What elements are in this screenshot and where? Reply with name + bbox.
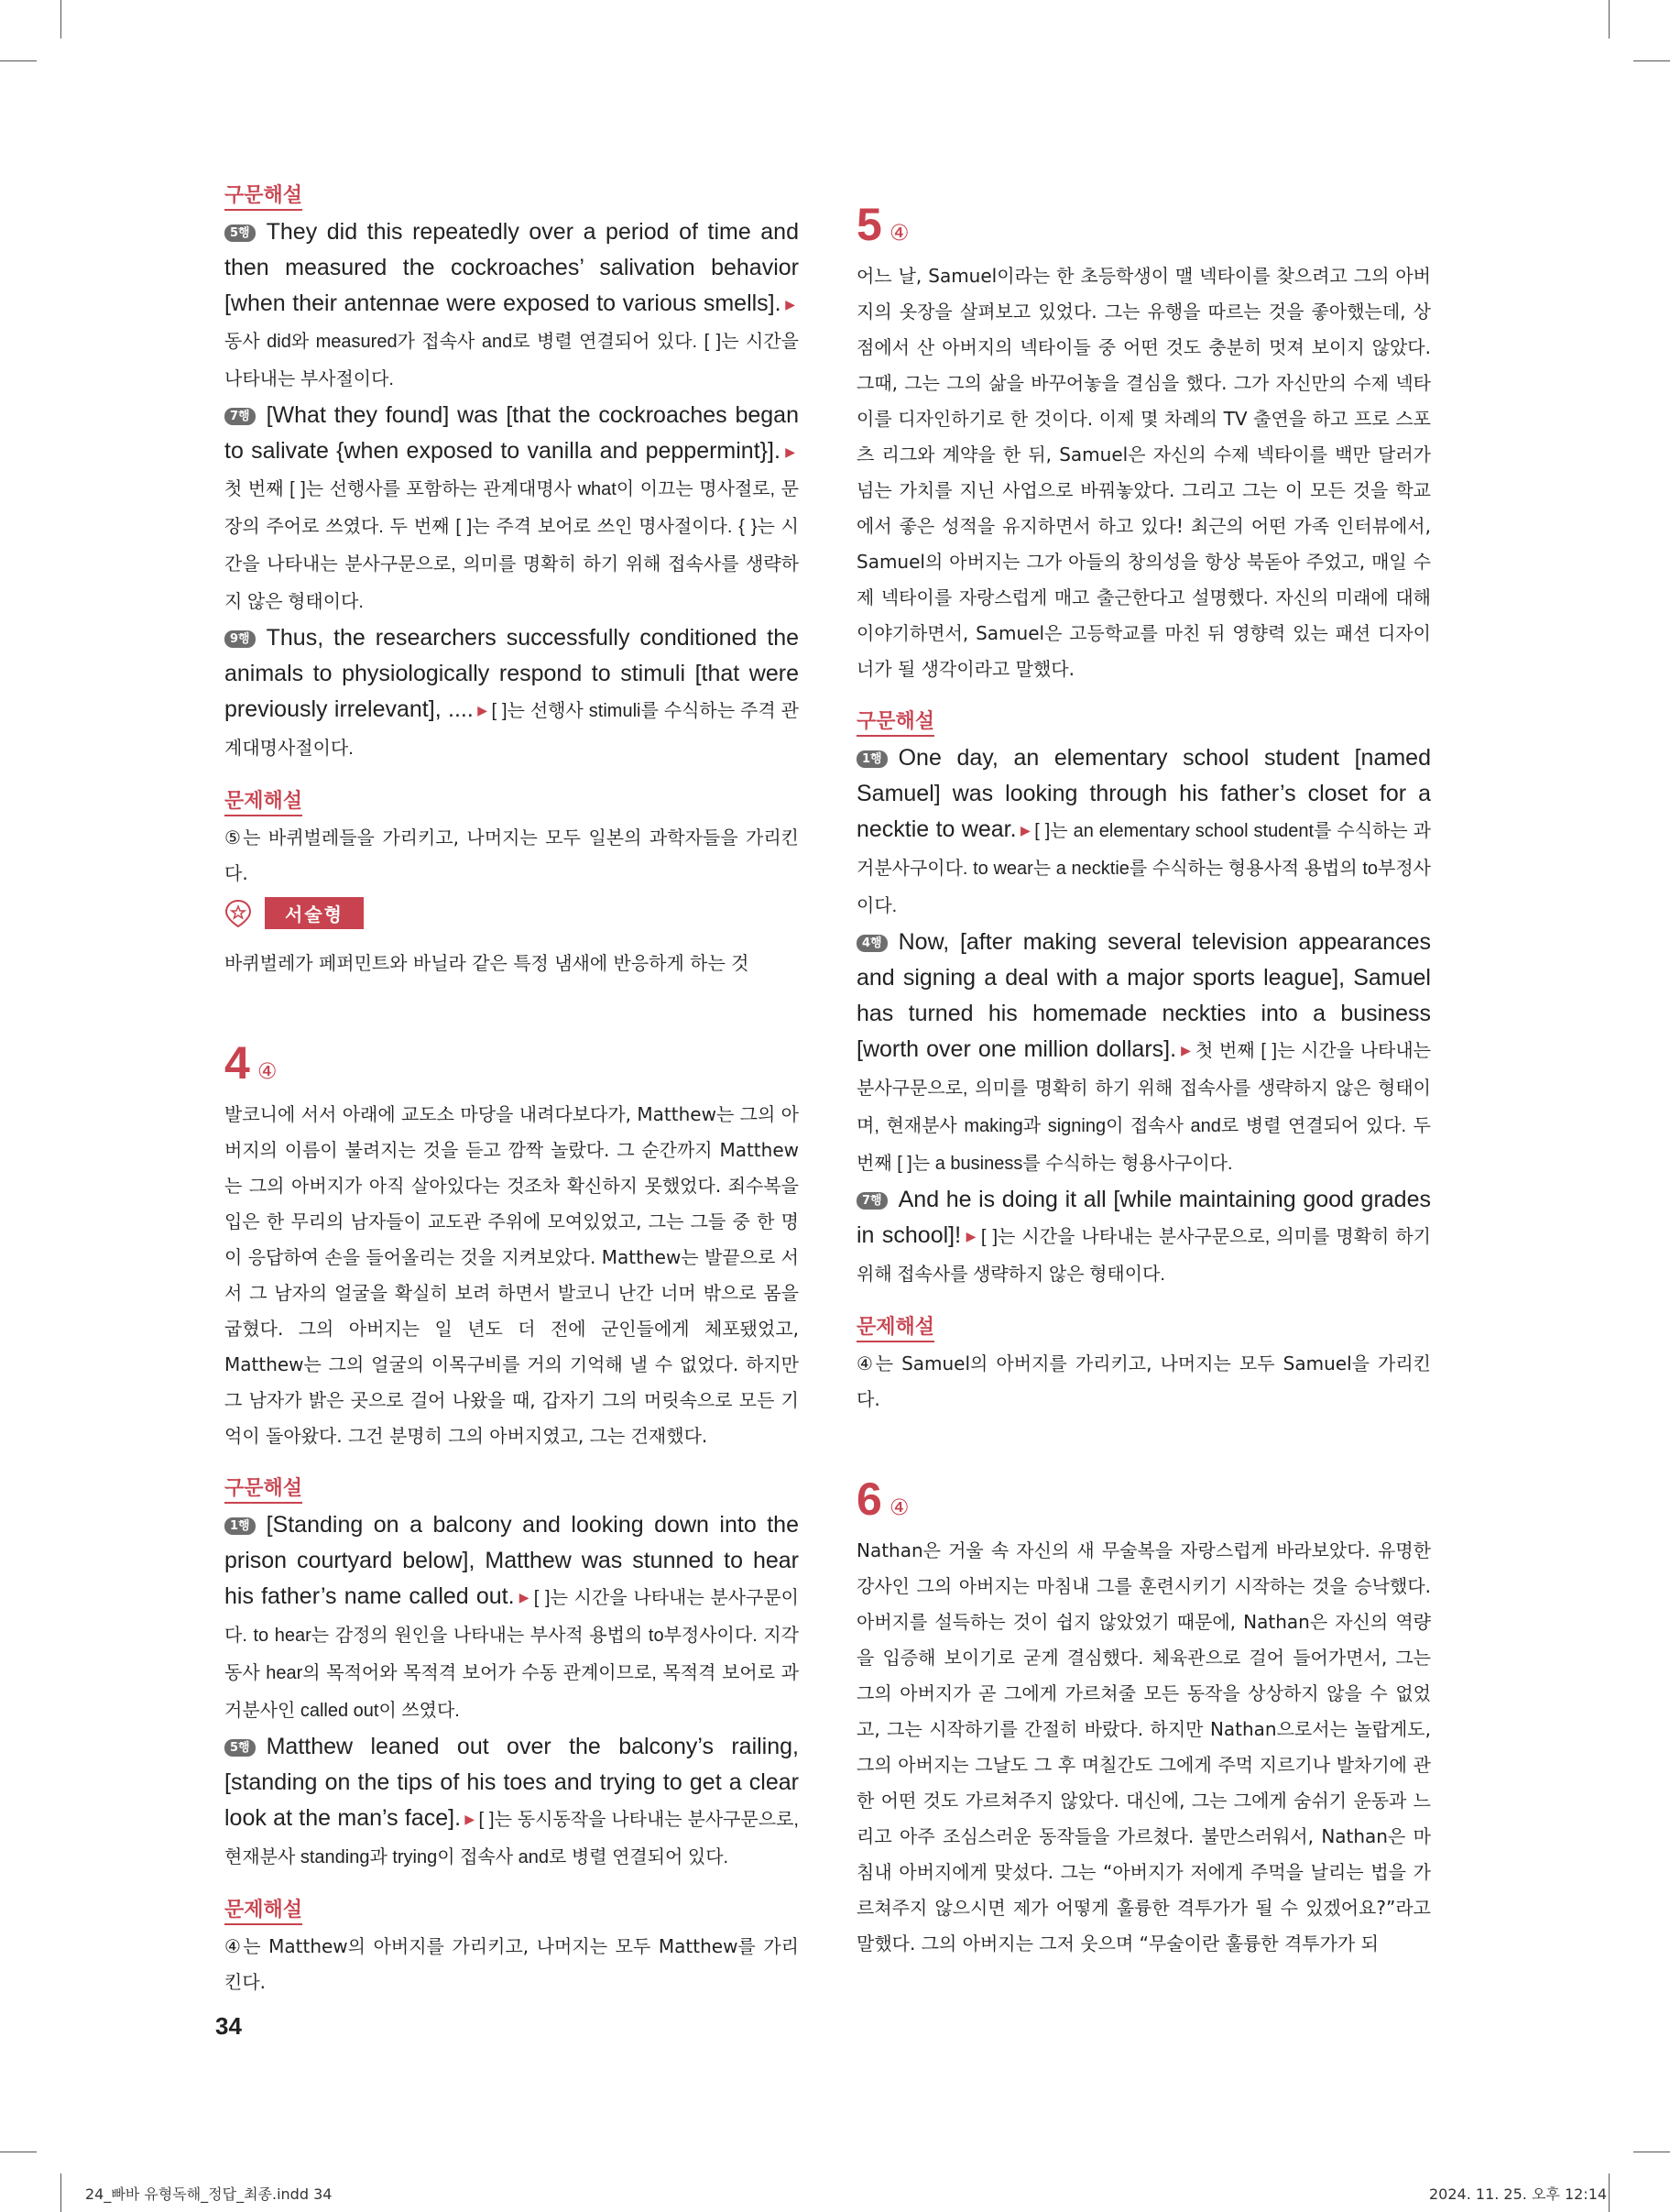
seosul-header	[224, 897, 799, 929]
line-badge: 7행	[857, 1192, 888, 1210]
english-sentence: [Standing on a balcony and looking down into the prison courtyard below], Matthew was stunned to hear his father’s name called out.	[224, 1512, 799, 1609]
syntax-item	[224, 1729, 799, 1876]
page-number: 34	[215, 2012, 242, 2040]
triangle-icon: ▶	[784, 297, 795, 312]
triangle-icon: ▶	[965, 1229, 977, 1243]
triangle-icon: ▶	[476, 703, 488, 717]
triangle-icon: ▶	[464, 1812, 475, 1826]
english-sentence: And he is doing it all [while maintaining good grades in school]!	[857, 1187, 1431, 1248]
triangle-icon: ▶	[1020, 823, 1031, 838]
english-sentence: Now, [after making several television appearances and signing a deal with a major sports league], Samuel has turned his homemade neckties into a business [worth over one million dollars].	[857, 929, 1431, 1062]
korean-explanation: [ ]는 동시동작을 나타내는 분사구문으로, 현재분사 standing과 trying이 접속사 and로 병렬 연결되어 있다.	[224, 1810, 799, 1867]
problem-text: ④는 Samuel의 아버지를 가리키고, 나머지는 모두 Samuel을 가리킨다.	[857, 1352, 1431, 1410]
line-badge: 1행	[224, 1517, 256, 1535]
korean-explanation: [ ]는 an elementary school student를 수식하는 과거분사구이다. to wear는 a necktie를 수식하는 형용사적 용법의 to부정사이다.	[857, 821, 1431, 916]
question-number: 5	[857, 199, 882, 250]
answer-mark: ④	[889, 220, 910, 246]
crop-mark	[1609, 2174, 1610, 2212]
korean-explanation: 첫 번째 [ ]는 선행사를 포함하는 관계대명사 what이 이끄는 명사절로, 문장의 주어로 쓰였다. 두 번째 [ ]는 주격 보어로 쓰인 명사절이다. { }는 시간을 나타내는 분사구문으로, 의미를 명확히 하기 위해 접속사를 생략하지 않은 형태이다.	[224, 479, 799, 612]
syntax-item	[857, 925, 1431, 1182]
problem-label: 문제해설	[857, 1315, 934, 1342]
answer-mark: ④	[257, 1058, 278, 1084]
english-sentence: One day, an elementary school student [named Samuel] was looking through his father’s closet for a necktie to wear.	[857, 745, 1431, 842]
seosul-badge: 서술형	[265, 897, 364, 929]
syntax-item	[224, 620, 799, 767]
seosul-answer: 바퀴벌레가 페퍼민트와 바닐라 같은 특정 냄새에 반응하게 하는 것	[224, 952, 749, 974]
korean-explanation: [ ]는 시간을 나타내는 분사구문이다. to hear는 감정의 원인을 나타내는 부사적 용법의 to부정사이다. 지각동사 hear의 목적어와 목적격 보어가 수동 관계이므로, 목적격 보어로 과거분사인 called out이 쓰였다.	[224, 1588, 799, 1721]
problem-label: 문제해설	[224, 1898, 302, 1925]
syntax-item	[224, 1507, 799, 1729]
crop-mark	[1633, 60, 1670, 61]
question-header	[857, 1474, 1431, 1524]
line-badge: 7행	[224, 408, 256, 425]
question-number: 6	[857, 1473, 882, 1525]
left-column	[224, 183, 799, 2000]
translation-paragraph: 발코니에 서서 아래에 교도소 마당을 내려다보다가, Matthew는 그의 아버지의 이름이 불려지는 것을 듣고 깜짝 놀랐다. 그 순간까지 Matthew는 그의 아버지가 아직 살아있다는 것조차 확신하지 못했었다. 죄수복을 입은 한 무리의 남자들이 교도관 주위에 모여있었고, 그는 그들 중 한 명이 응답하여 손을 들어올리는 것을 지켜보았다. Matthew는 발끝으로 서서 그 남자의 얼굴을 확실히 보려 하면서 발코니 난간 너머 밖으로 몸을 굽혔다. 그의 아버지는 일 년도 더 전에 군인들에게 체포됐었고, Matthew는 그의 얼굴의 이목구비를 거의 기억해 낼 수 없었다. 하지만 그 남자가 밝은 곳으로 걸어 나왔을 때, 갑자기 그의 머릿속으로 모든 기억이 돌아왔다. 그건 분명히 그의 아버지였고, 그는 건재했다.	[224, 1103, 799, 1447]
crop-mark	[1609, 0, 1610, 38]
syntax-label: 구문해설	[224, 1476, 302, 1504]
problem-text: ④는 Matthew의 아버지를 가리키고, 나머지는 모두 Matthew를 가리킨다.	[224, 1935, 799, 1993]
triangle-icon: ▶	[783, 444, 795, 459]
right-column	[857, 200, 1431, 1962]
korean-explanation: [ ]는 시간을 나타내는 분사구문으로, 의미를 명확히 하기 위해 접속사를 생략하지 않은 형태이다.	[857, 1227, 1431, 1285]
translation-paragraph: 어느 날, Samuel이라는 한 초등학생이 맬 넥타이를 찾으려고 그의 아버지의 옷장을 살펴보고 있었다. 그는 유행을 따르는 것을 좋아했는데, 상점에서 산 아버지의 넥타이들 중 어떤 것도 충분히 멋져 보이지 않았다. 그때, 그는 그의 삶을 바꾸어놓을 결심을 했다. 그가 자신만의 수제 넥타이를 디자인하기로 한 것이다. 이제 몇 차례의 TV 출연을 하고 프로 스포츠 리그와 계약을 한 뒤, Samuel은 자신의 수제 넥타이를 백만 달러가 넘는 가치를 지닌 사업으로 바꿔놓았다. 그리고 그는 이 모든 것을 학교에서 좋은 성적을 유지하면서 하고 있다! 최근의 어떤 가족 인터뷰에서, Samuel의 아버지는 그가 아들의 창의성을 항상 북돋아 주었고, 매일 수제 넥타이를 자랑스럽게 매고 출근한다고 설명했다. 자신의 미래에 대해 이야기하면서, Samuel은 고등학교를 마친 뒤 영향력 있는 패션 디자이너가 될 생각이라고 말했다.	[857, 265, 1431, 680]
syntax-item	[224, 398, 799, 620]
crop-mark	[60, 0, 61, 38]
triangle-icon: ▶	[1180, 1043, 1193, 1057]
triangle-icon: ▶	[518, 1590, 530, 1604]
question-header	[224, 1038, 799, 1088]
korean-explanation: 동사 did와 measured가 접속사 and로 병렬 연결되어 있다. [ ]는 시간을 나타내는 부사절이다.	[224, 332, 799, 389]
line-badge: 5행	[224, 224, 256, 242]
english-sentence: [What they found] was [that the cockroaches began to salivate {when exposed to vanilla and peppermint}].	[224, 402, 799, 464]
problem-label: 문제해설	[224, 789, 302, 816]
english-sentence: Matthew leaned out over the balcony’s railing, [standing on the tips of his toes and trying to get a clear look at the man’s face].	[224, 1734, 799, 1831]
korean-explanation: [ ]는 선행사 stimuli를 수식하는 주격 관계대명사절이다.	[224, 701, 800, 759]
question-header	[857, 200, 1431, 249]
footer-timestamp: 2024. 11. 25. 오후 12:14	[1429, 2185, 1608, 2203]
question-number: 4	[224, 1037, 250, 1089]
translation-paragraph: Nathan은 거울 속 자신의 새 무술복을 자랑스럽게 바라보았다. 유명한 강사인 그의 아버지는 마침내 그를 훈련시키기 시작하는 것을 승낙했다. 아버지를 설득하는 것이 쉽지 않았었기 때문에, Nathan은 자신의 역량을 입증해 보이기로 굳게 결심했다. 체육관으로 걸어 들어가면서, 그는 그의 아버지가 곧 그에게 가르쳐줄 모든 동작을 상상하지 않을 수 없었고, 그는 시작하기를 간절히 바랐다. 하지만 Nathan으로서는 놀랍게도, 그의 아버지는 그날도 그 후 며칠간도 그에게 주먹 지르기나 발차기에 관한 어떤 것도 가르쳐주지 않았다. 대신에, 그는 그에게 숨쉬기 운동과 느리고 아주 조심스러운 동작들을 가르쳤다. 불만스러워서, Nathan은 마침내 아버지에게 맞섰다. 그는 “아버지가 저에게 주먹을 날리는 법을 가르쳐주지 않으시면 제가 어떻게 훌륭한 격투가가 될 수 있겠어요?”라고 말했다. 그의 아버지는 그저 웃으며 “무술이란 훌륭한 격투가가 되	[857, 1539, 1431, 1955]
line-badge: 9행	[224, 630, 256, 648]
korean-explanation: 첫 번째 [ ]는 시간을 나타내는 분사구문으로, 의미를 명확히 하기 위해 접속사를 생략하지 않은 형태이며, 현재분사 making과 signing이 접속사 and로 병렬 연결되어 있다. 두 번째 [ ]는 a business를 수식하는 형용사구이다.	[857, 1041, 1431, 1174]
syntax-label: 구문해설	[224, 183, 302, 211]
syntax-item	[857, 1182, 1431, 1293]
footer-filename: 24_빠바 유형독해_정답_최종.indd 34	[85, 2185, 333, 2203]
crop-mark	[60, 2174, 61, 2212]
answer-mark: ④	[889, 1495, 910, 1520]
english-sentence: Thus, the researchers successfully conditioned the animals to physiologically respond to stimuli [that were previously irrelevant], ....	[224, 625, 799, 722]
line-badge: 1행	[857, 750, 888, 768]
crop-mark	[0, 60, 37, 61]
line-badge: 5행	[224, 1739, 256, 1757]
pin-star-icon	[224, 899, 252, 928]
syntax-item	[857, 740, 1431, 925]
syntax-label: 구문해설	[857, 709, 934, 737]
syntax-item	[224, 214, 799, 398]
line-badge: 4행	[857, 935, 888, 952]
english-sentence: They did this repeatedly over a period of time and then measured the cockroaches’ salivation behavior [when their antennae were exposed to various smells].	[224, 219, 799, 316]
problem-text: ⑤는 바퀴벌레들을 가리키고, 나머지는 모두 일본의 과학자들을 가리킨다.	[224, 827, 799, 884]
